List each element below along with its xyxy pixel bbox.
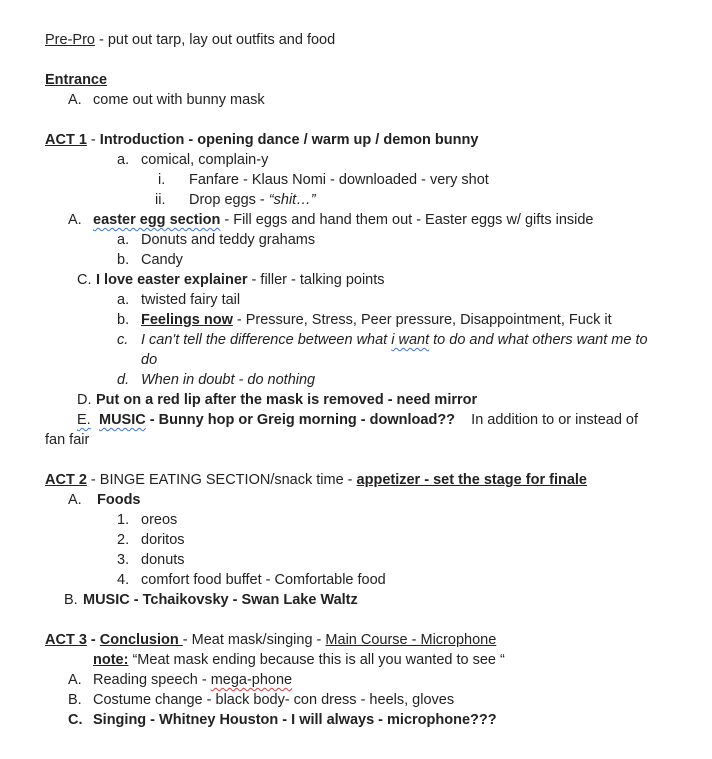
- act1-item-i: [158, 170, 489, 190]
- act2-text: - BINGE EATING SECTION/snack time -: [86, 472, 357, 488]
- list-item-text-flagged: mega-phone: [210, 672, 293, 688]
- act1-C-item-b: [117, 310, 612, 330]
- act3-main-course: Main Course - Microphone: [325, 632, 497, 648]
- act2-item-A: [68, 490, 141, 510]
- list-marker: b.: [117, 312, 130, 328]
- list-item-text: - Fill eggs and hand them out - Easter eggs w/ gifts inside: [220, 212, 594, 228]
- entrance-item-a: [68, 90, 265, 110]
- act1-item-A: [68, 210, 594, 230]
- list-item-text: comfort food buffet - Comfortable food: [141, 572, 386, 588]
- list-marker: C.: [68, 712, 83, 728]
- act1-label: ACT 1: [45, 132, 87, 148]
- list-marker: a.: [117, 292, 130, 308]
- act3-label: ACT 3: [45, 632, 87, 648]
- list-marker: A.: [68, 492, 82, 508]
- list-marker: A.: [68, 212, 82, 228]
- entrance-heading: Entrance: [45, 72, 108, 88]
- note-text: “Meat mask ending because this is all you wanted to see “: [128, 652, 505, 668]
- list-item-italic: “shit…”: [268, 192, 316, 208]
- act1-sep: -: [86, 132, 100, 148]
- act1-C-item-c-continued: do: [141, 352, 158, 368]
- list-marker: d.: [117, 372, 130, 388]
- prepro-line: [45, 30, 335, 50]
- list-item-text: Costume change - black body- con dress - heels, gloves: [93, 692, 455, 708]
- list-marker: a.: [117, 152, 130, 168]
- list-item-bold: I love easter explainer: [96, 272, 248, 288]
- act3-sep: -: [86, 632, 100, 648]
- list-marker: b.: [117, 252, 130, 268]
- list-item-text: - filler - talking points: [247, 272, 385, 288]
- list-marker: i.: [158, 172, 166, 188]
- prepro-text: - put out tarp, lay out outfits and food: [94, 32, 336, 48]
- music-label: MUSIC: [99, 412, 146, 428]
- list-marker: A.: [68, 672, 82, 688]
- act3-note: [93, 650, 505, 670]
- list-marker: B.: [68, 692, 82, 708]
- list-item-text: come out with bunny mask: [93, 92, 265, 108]
- act2-appetizer: appetizer - set the stage for finale: [356, 472, 587, 488]
- act1-C-item-a: [117, 290, 240, 310]
- list-item-text: In addition to or instead of: [455, 412, 639, 428]
- list-marker: A.: [68, 92, 82, 108]
- act2-heading: [45, 470, 587, 490]
- list-marker: a.: [117, 232, 130, 248]
- act1-item-ii: [155, 190, 316, 210]
- list-item-text: I can't tell the difference between what: [141, 332, 392, 348]
- feelings-now-label: Feelings now: [141, 312, 233, 328]
- list-marker: C.: [77, 272, 92, 288]
- act3-heading: [45, 630, 496, 650]
- act2-label: ACT 2: [45, 472, 87, 488]
- list-item-text: comical, complain-y: [141, 152, 269, 168]
- act1-item-C: [77, 270, 385, 290]
- act1-title: Introduction - opening dance / warm up / demon bunny: [99, 132, 479, 148]
- list-marker: E.: [77, 412, 91, 428]
- act2-item-B: [64, 590, 358, 610]
- list-marker: 4.: [117, 572, 130, 588]
- food-item: [117, 570, 386, 590]
- list-item-text: Donuts and teddy grahams: [141, 232, 316, 248]
- list-item-text: Put on a red lip after the mask is removed - need mirror: [96, 392, 478, 408]
- list-marker: ii.: [155, 192, 166, 208]
- food-item: [117, 530, 185, 550]
- list-item-text: donuts: [141, 552, 185, 568]
- act3-conclusion: Conclusion: [99, 632, 183, 648]
- list-item-text: oreos: [141, 512, 178, 528]
- list-item-text: Fanfare - Klaus Nomi - downloaded - very shot: [189, 172, 489, 188]
- prepro-label: Pre-Pro: [45, 32, 95, 48]
- act3-item-B: [68, 690, 454, 710]
- list-marker: B.: [64, 592, 78, 608]
- act1-A-item-b: [117, 250, 183, 270]
- note-label: note:: [93, 652, 129, 668]
- food-item: [117, 550, 185, 570]
- list-item-text: Drop eggs -: [189, 192, 269, 208]
- list-item-text-flagged: i want: [391, 332, 430, 348]
- easter-egg-section-label: easter egg section: [93, 212, 221, 228]
- list-item-text: Foods: [97, 492, 141, 508]
- list-marker: 2.: [117, 532, 130, 548]
- list-marker: D.: [77, 392, 92, 408]
- list-item-text: Singing - Whitney Houston - I will always - microphone???: [93, 712, 497, 728]
- act1-item-E: [77, 410, 638, 430]
- list-item-text: doritos: [141, 532, 185, 548]
- list-marker: 3.: [117, 552, 130, 568]
- list-item-text: Candy: [141, 252, 183, 268]
- list-item-text: MUSIC - Tchaikovsky - Swan Lake Waltz: [83, 592, 358, 608]
- act1-item-E-continued: fan fair: [45, 432, 90, 448]
- list-item-text: Reading speech -: [93, 672, 211, 688]
- list-item-text: twisted fairy tail: [141, 292, 241, 308]
- act3-item-C: [68, 710, 497, 730]
- list-marker: c.: [117, 332, 129, 348]
- act3-item-A: [68, 670, 292, 690]
- food-item: [117, 510, 177, 530]
- list-marker: 1.: [117, 512, 130, 528]
- act1-C-item-d: [117, 370, 315, 390]
- act1-item-D: [77, 390, 477, 410]
- act1-item-a: [117, 150, 268, 170]
- list-item-text: to do and what others want me to: [429, 332, 648, 348]
- list-item-text: - Pressure, Stress, Peer pressure, Disappointment, Fuck it: [232, 312, 612, 328]
- act3-text: - Meat mask/singing -: [182, 632, 326, 648]
- list-item-bold: - Bunny hop or Greig morning - download??: [145, 412, 456, 428]
- act1-A-item-a: [117, 230, 315, 250]
- act1-heading: [45, 130, 478, 150]
- act1-C-item-c: [117, 330, 648, 350]
- list-item-text: When in doubt - do nothing: [141, 372, 316, 388]
